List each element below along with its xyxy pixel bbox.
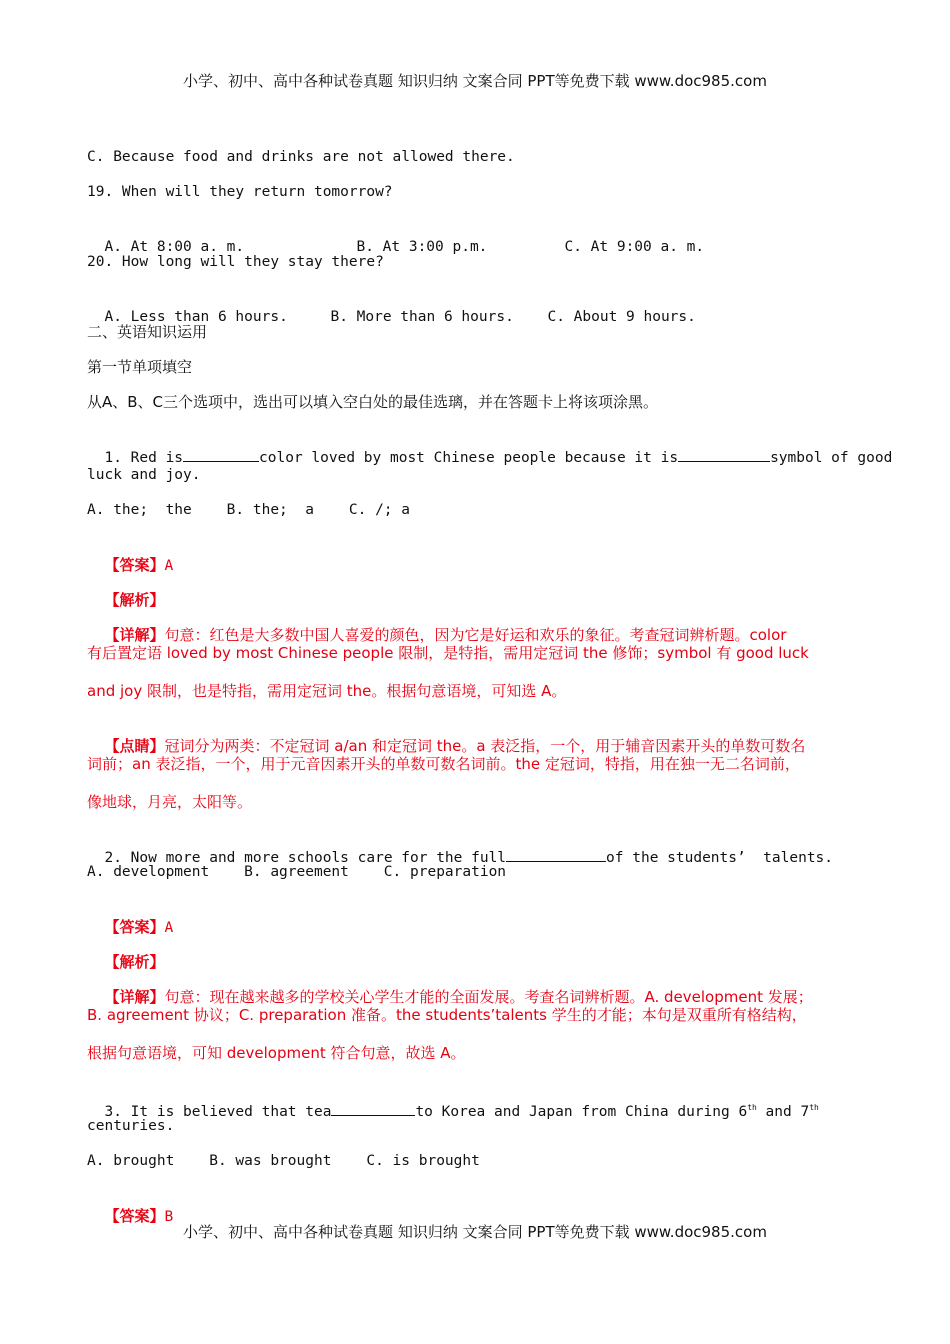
analysis-label: 【解析】 <box>104 953 165 971</box>
section-title: 二、英语知识运用 <box>87 323 208 341</box>
q3-answer-value: B <box>164 1209 174 1225</box>
q2-detail-line3: 根据句意语境，可知 development 符合句意，故选 A。 <box>87 1044 466 1062</box>
q19-option-b: B. At 3:00 p.m. <box>356 239 488 255</box>
section-instruction: 从A、B、C三个选项中，选出可以填入空白处的最佳选璃，并在答题卡上将该项涂黑。 <box>87 393 659 411</box>
q1-stem-part1: 1. Red is <box>104 450 184 466</box>
answer-label: 【答案】 <box>104 918 165 936</box>
q19-question: 19. When will they return tomorrow? <box>87 184 393 200</box>
q2-stem-part1: 2. Now more and more schools care for the full <box>104 850 507 866</box>
q1-detail-line1: 【详解】句意：红色是大多数中国人喜爱的颜色，因为它是好运和欢乐的象征。考查冠词辨析题。color <box>104 626 787 644</box>
answer-label: 【答案】 <box>104 556 165 574</box>
q20-option-c: C. About 9 hours. <box>547 309 696 325</box>
page-footer: 小学、初中、高中各种试卷真题 知识归纳 文案合同 PPT等免费下载 www.doc985.com <box>183 1223 767 1241</box>
q1-stem-part2: color loved by most Chinese people because it is <box>259 450 679 466</box>
q3-sup-1: th <box>747 1103 757 1112</box>
detail-label: 【详解】 <box>104 988 165 1006</box>
q3-blank <box>331 1101 415 1116</box>
q2-options: A. development B. agreement C. preparation <box>87 864 507 880</box>
q3-stem-part1: 3. It is believed that tea <box>104 1103 332 1120</box>
q3-stem <box>87 1078 819 1122</box>
q1-options: A. the; the B. the; a C. /; a <box>87 502 411 518</box>
q20-option-a: A. Less than 6 hours. <box>104 309 288 325</box>
q20-options <box>87 287 696 327</box>
q2-detail-line1: 【详解】句意：现在越来越多的学校关心学生才能的全面发展。考查名词辨析题。A. development 发展； <box>104 988 813 1006</box>
q1-answer-value: A <box>164 558 174 574</box>
q2-blank <box>506 847 606 862</box>
detail-label: 【详解】 <box>104 626 165 644</box>
q3-sup-2: th <box>809 1103 819 1112</box>
q1-detail-line3: and joy 限制，也是特指，需用定冠词 the。根据句意语境，可知选 A。 <box>87 682 567 700</box>
q3-stem-line2: centuries. <box>87 1118 175 1134</box>
q1-note-line1: 【点睛】冠词分为两类：不定冠词 a/an 和定冠词 the。a 表泛指，一个，用于辅音因素开头的单数可数名 <box>104 737 806 755</box>
note-label: 【点睛】 <box>104 737 165 755</box>
q3-stem-part3: and 7 <box>756 1103 810 1120</box>
section-subtitle: 第一节单项填空 <box>87 358 193 376</box>
answer-label: 【答案】 <box>104 1207 165 1225</box>
q3-stem-part2: to Korea and Japan from China during 6 <box>415 1103 748 1120</box>
q2-detail-line2: B. agreement 协议；C. preparation 准备。the students’talents 学生的才能；本句是双重所有格结构， <box>87 1006 807 1024</box>
q20-question: 20. How long will they stay there? <box>87 254 384 270</box>
q20-option-b: B. More than 6 hours. <box>330 309 514 325</box>
q1-stem-part3: symbol of good <box>770 450 893 466</box>
q2-answer-value: A <box>164 920 174 936</box>
q1-stem-line2: luck and joy. <box>87 467 201 483</box>
q1-note-line3: 像地球，月亮，太阳等。 <box>87 793 253 811</box>
q2-stem-part2: of the students’ talents. <box>606 850 834 866</box>
q3-options: A. brought B. was brought C. is brought <box>87 1153 480 1169</box>
q1-detail-line2: 有后置定语 loved by most Chinese people 限制，是特指，需用定冠词 the 修饰；symbol 有 good luck <box>87 644 809 662</box>
analysis-label: 【解析】 <box>104 591 165 609</box>
q19-option-a: A. At 8:00 a. m. <box>104 239 245 255</box>
q1-blank-2 <box>678 447 770 462</box>
q19-option-c: C. At 9:00 a. m. <box>564 239 705 255</box>
q19-options <box>87 217 704 257</box>
q1-stem <box>87 427 892 468</box>
q18-option-c: C. Because food and drinks are not allowed there. <box>87 149 515 165</box>
q1-note-line2: 词前；an 表泛指，一个，用于元音因素开头的单数可数名词前。the 定冠词，特指，用在独一无二名词前， <box>87 755 800 773</box>
q1-blank-1 <box>183 447 259 462</box>
page-header: 小学、初中、高中各种试卷真题 知识归纳 文案合同 PPT等免费下载 www.doc985.com <box>183 72 767 90</box>
